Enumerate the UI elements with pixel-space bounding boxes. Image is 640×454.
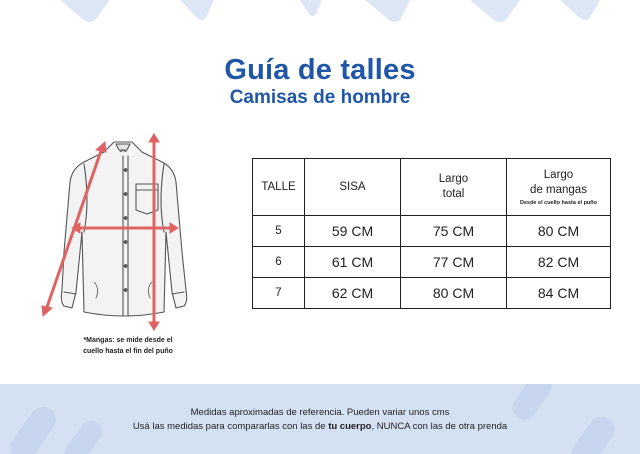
cell-talle: 7 (253, 278, 305, 309)
header-largo-mangas-note: Desde el cuello hasta el puño (519, 199, 598, 206)
header-largo-mangas (507, 159, 611, 216)
header (0, 54, 640, 109)
measure-arrows (34, 132, 194, 332)
header-largo-mangas-line-2: de mangas (530, 183, 587, 196)
header-largo-total-line-1: Largo (438, 173, 469, 185)
top-decoration (0, 0, 640, 24)
cell-largo-mangas: 80 CM (507, 216, 611, 247)
table-row (253, 247, 611, 278)
table-row (253, 216, 611, 247)
table-row (253, 278, 611, 309)
footer-line-2-end: , NUNCA con las de otra prenda (371, 421, 508, 432)
cell-sisa: 59 CM (305, 216, 401, 247)
footer-line-2-bold: tu cuerpo (328, 421, 372, 432)
sleeve-measure-note (62, 335, 194, 357)
cell-largo-mangas: 82 CM (507, 247, 611, 278)
sleeve-note-line-2: cuello hasta el fin del puño (83, 348, 173, 355)
header-sisa: SISA (305, 159, 401, 216)
cell-talle: 5 (253, 216, 305, 247)
size-table (252, 158, 611, 309)
cell-largo-mangas: 84 CM (507, 278, 611, 309)
sleeve-note-line-1: *Mangas: se mide desde el (83, 337, 173, 344)
page-subtitle: Camisas de hombre (229, 87, 411, 108)
footer-line-1: Medidas aproximadas de referencia. Pueden variar unos cms (190, 407, 450, 418)
header-largo-total-line-2: total (442, 188, 465, 200)
header-talle: TALLE (253, 159, 305, 216)
page-title: Guía de talles (224, 54, 416, 86)
cell-talle: 6 (253, 247, 305, 278)
footer (0, 384, 640, 454)
footer-text (0, 406, 640, 434)
cell-largo-total: 77 CM (401, 247, 507, 278)
header-largo-total (401, 159, 507, 216)
footer-line-2-start: Usá las medidas para compararlas con las de (132, 421, 329, 432)
cell-sisa: 61 CM (305, 247, 401, 278)
header-largo-mangas-line-1: Largo (543, 168, 574, 181)
footer-line-2 (0, 420, 640, 434)
cell-sisa: 62 CM (305, 278, 401, 309)
cell-largo-total: 80 CM (401, 278, 507, 309)
table-header-row (253, 159, 611, 216)
shirt-illustration (34, 132, 194, 332)
cell-largo-total: 75 CM (401, 216, 507, 247)
